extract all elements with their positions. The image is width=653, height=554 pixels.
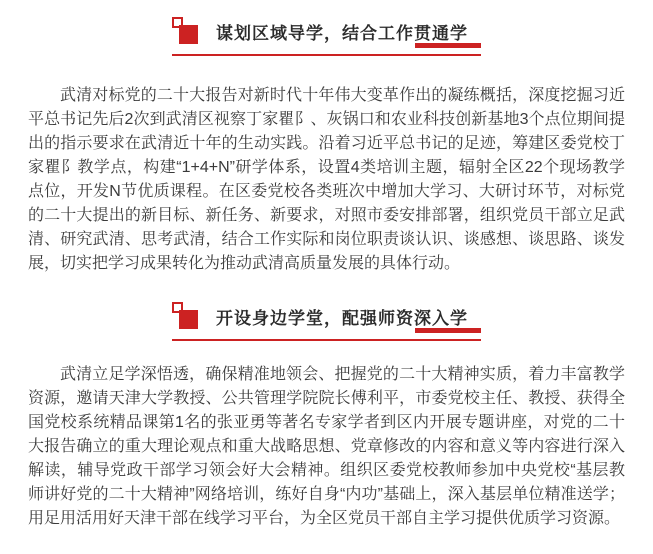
square-fill-shape [179, 25, 198, 44]
square-fill-shape [179, 310, 198, 329]
double-square-icon [172, 17, 200, 45]
section-nearby-classroom [0, 302, 653, 531]
section-paragraph: 武清对标党的二十大报告对新时代十年伟大变革作出的凝练概括，深度挖掘习近平总书记先后2次到武清区视察丁家瞿阝、灰锅口和农业科技创新基地3个点位期间提出的指示要求在武清近十年的生动实践。沿着习近平总书记的足迹，筹建区委党校丁家瞿阝教学点，构建“1+4+N”研学体系，设置4类培训主题，辐射全区22个现场教学点位，开发N节优质课程。在区委党校各类班次中增加大学习、大研讨环节，对标党的二十大提出的新目标、新任务、新要求，对照市委安排部署，组织党员干部立足武清、研究武清、思考武清，结合工作实际和岗位职责谈认识、谈感想、谈思路、谈发展，切实把学习成果转化为推动武清高质量发展的具体行动。 [28, 87, 625, 272]
section-heading-block [172, 17, 481, 56]
title-accent-bar [415, 43, 481, 48]
section-title: 谋划区域导学，结合工作贯通学 [216, 23, 468, 43]
section-title: 开设身边学堂，配强师资深入学 [216, 308, 468, 328]
section-heading-block [172, 302, 481, 341]
section-heading-row [172, 17, 481, 45]
section-heading-row [172, 302, 481, 330]
title-accent-bar [415, 328, 481, 333]
double-square-icon [172, 302, 200, 330]
section-paragraph: 武清立足学深悟透，确保精准地领会、把握党的二十大精神实质，着力丰富教学资源，邀请天津大学教授、公共管理学院院长傅利平，市委党校主任、教授、获得全国党校系统精品课第1名的张亚勇等著名专家学者到区内开展专题讲座，对党的二十大报告确立的重大理论观点和重大战略思想、党章修改的内容和意义等内容进行深入解读，辅导党政干部学习领会好大会精神。组织区委党校教师参加中央党校“基层教师讲好党的二十大精神”网络培训，练好自身“内功”基础上，深入基层单位精准送学；用足用活用好天津干部在线学习平台，为全区党员干部自主学习提供优质学习资源。 [28, 366, 625, 527]
section-region-guided-learning [0, 17, 653, 276]
